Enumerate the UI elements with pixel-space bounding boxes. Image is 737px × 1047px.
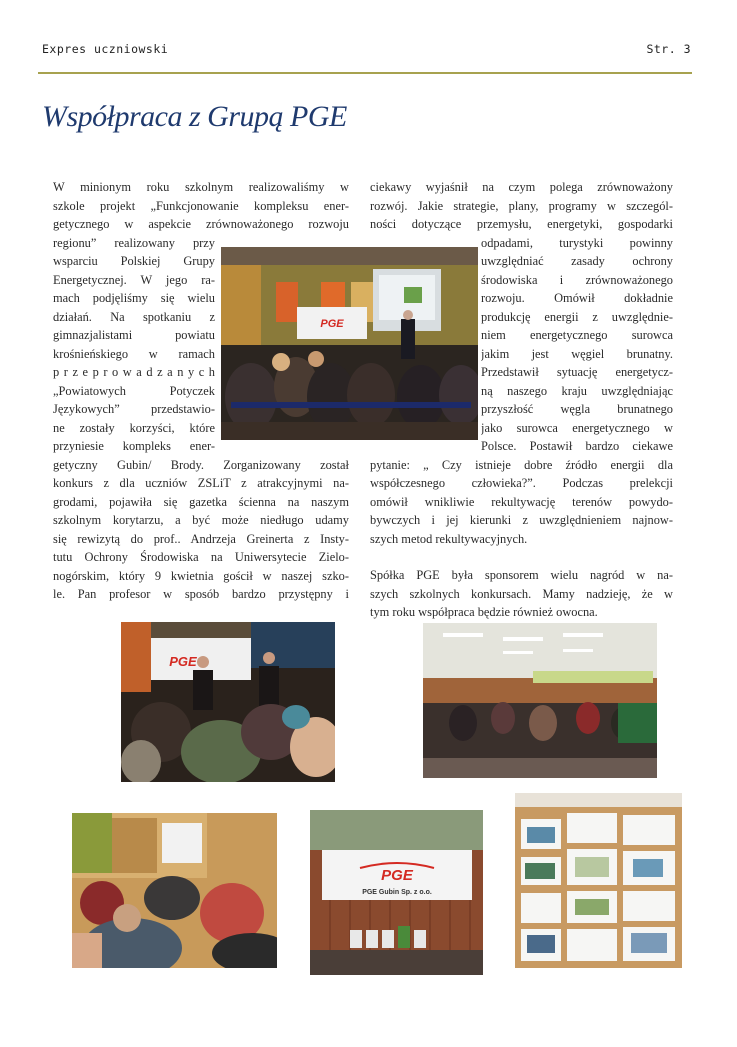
text-line: ne zostały korzyści, które [53,420,215,435]
pge-gubin-label: PGE Gubin Sp. z o.o. [362,889,432,896]
text-line: ności dotyczące przemysłu, energetyki, gospodarki [370,217,673,231]
speakers-photo [121,622,335,782]
text-line: przyniesie kompleks ener- [53,439,215,453]
text-line: mach podjęliśmy się wielu [53,291,215,305]
text-line: getycznego w aspekcie zrównoważonego rozwoju [53,217,349,231]
page-number: Str. 3 [646,42,691,56]
text-line: ciekawy wyjaśnił na czym polega zrównoważony [370,180,673,194]
text-line: szkolnym korytarzu, a być może niedługo udamy [53,513,349,527]
text-line: nogórskim, który 9 kwietnia gościł w naszej szko- [53,568,349,583]
text-line: uwzględniać zasady ochrony [481,254,673,268]
page-header [42,42,691,58]
text-line: działań. Na spotkaniu z [53,309,215,324]
text-line: jako surowca energetycznego w [481,420,673,435]
pge-gubin-banner-photo [310,810,483,975]
article-title: Współpraca z Grupą PGE [42,100,347,133]
lecture-hall-photo [221,247,478,440]
text-line: szych szkolnych konkursach. Mamy nadzieję, że w [370,586,673,601]
text-line: „Powiatowych Potyczek [53,383,215,398]
text-line: produkcję energii z uwzględnie- [481,309,673,324]
text-line: grodami, pojawiła się gazetka ścienna na naszym [53,494,349,509]
text-line: tutu Ochrony Środowiska na Uniwersytecie Zielo- [53,550,349,564]
contest-room-photo [423,623,657,778]
text-line: le. Pan profesor w sposób bardzo przystępny i [53,587,349,601]
text-line: p r z e p r o w a d z a n y c h [53,365,215,379]
text-line: odpadami, turystyki powinny [481,235,673,250]
text-line: gimnazjalistami powiatu [53,328,215,342]
text-line: Polsce. Postawił bardzo ciekawe [481,439,673,453]
text-line: środowiska i zrównoważonego [481,272,673,287]
text-line: niem energetycznego surowca [481,328,673,342]
text-line: przyszłość węgla brunatnego [481,402,673,416]
header-rule [38,72,692,74]
bulletin-board-photo [515,793,682,968]
pge-banner-logo-2: PGE [169,654,197,669]
text-line: szkole projekt „Funkcjonowanie kompleksu ener- [53,198,349,213]
text-line: rozwoju. Omówił dokładnie [481,291,673,305]
text-line: tym roku współpraca będzie również owocna. [370,605,598,619]
text-line: W minionym roku szkolnym realizowaliśmy w [53,180,349,194]
text-line: Przedstawił sytuację energetycz- [481,365,673,379]
text-line: Spółka PGE była sponsorem wielu nagród w na- [370,568,673,582]
text-line: Energetycznej. W jego ra- [53,272,215,287]
pge-banner-logo: PGE [320,318,344,330]
text-line: jakim jest węgiel brunatny. [481,346,673,361]
text-line: się rewizytą do prof.. Andrzeja Greinerta z Insty- [53,531,349,546]
text-line: pytanie: „ Czy istnieje dobre źródło energii dla [370,457,673,472]
text-line: krośnieńskiego w ramach [53,346,215,361]
text-line: regionu” realizowany przy [53,235,215,250]
text-line: ną naszego kraju uwzględniając [481,383,673,398]
students-working-photo [72,813,277,968]
text-line: wsparciu Polskiej Grupy [53,254,215,268]
pge-gubin-logo: PGE [381,867,413,884]
text-line: bywczych i jej kierunki z uwzględnieniem najnow- [370,513,673,527]
text-line: szych metod rekultywacyjnych. [370,531,528,546]
text-line: konkurs z dla uczniów ZSLiT z atrakcyjnymi na- [53,476,349,490]
text-line: współczesnego człowieka?”. Podczas prelekcji [370,476,673,490]
text-line: rozwój. Jakie strategie, plany, programy w szczegól- [370,198,673,213]
text-line: getyczny Gubin/ Brody. Zorganizowany został [53,457,349,472]
text-line: omówił wnikliwie rekultywację terenów powydo- [370,494,673,509]
publication-name: Expres uczniowski [42,42,169,56]
text-line: Językowych” przedstawio- [53,402,215,416]
